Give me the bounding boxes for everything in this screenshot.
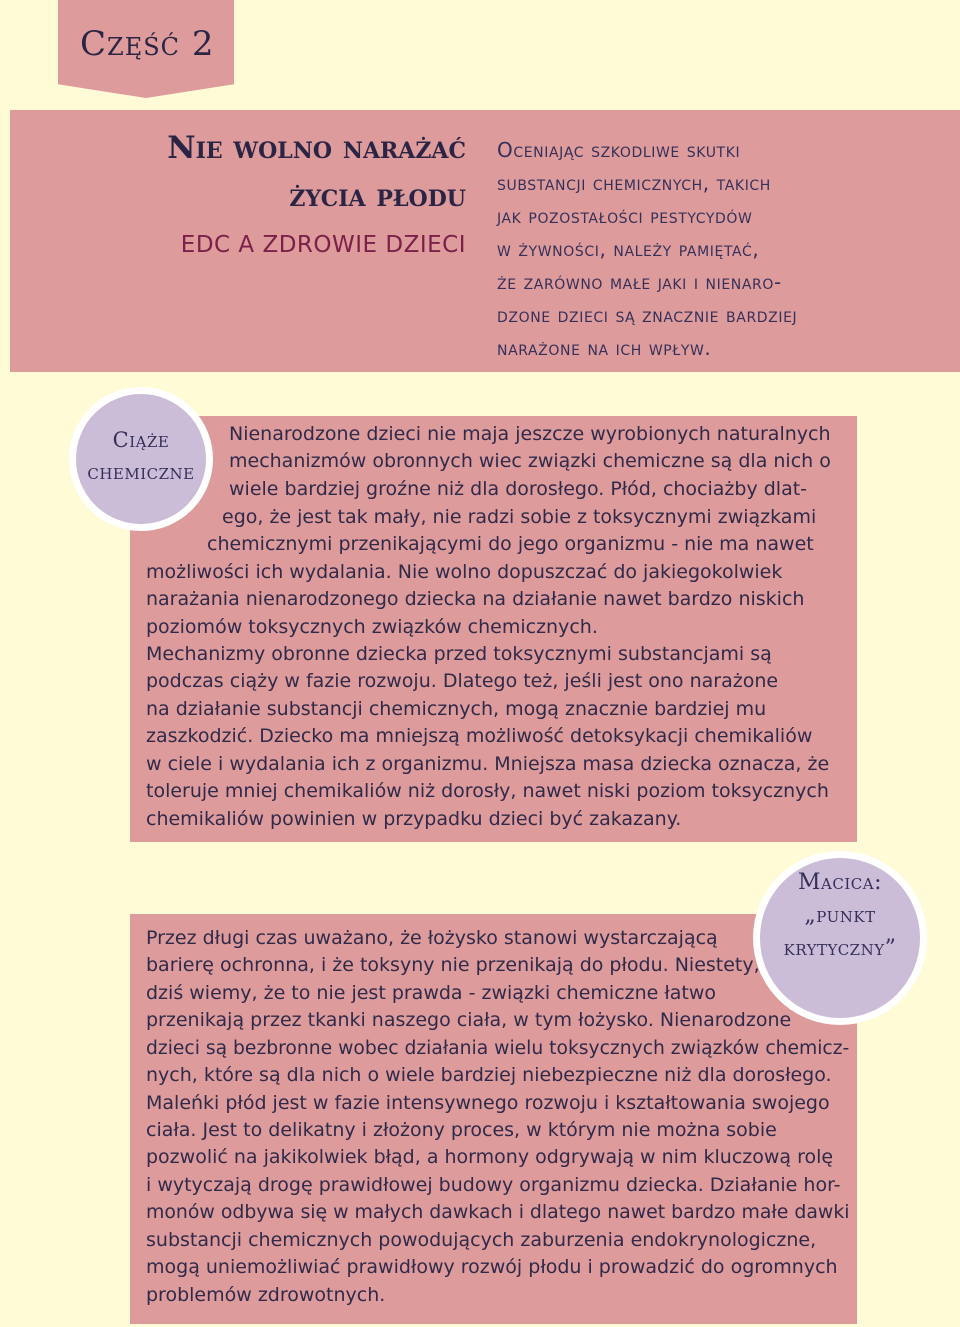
pregnancy-line: chemikaliów powinien w przypadku dzieci być zakazany. [146,808,682,830]
uterus-line: dzieci są bezbronne wobec działania wielu toksycznych związków chemicz- [146,1038,850,1059]
pregnancy-line: w ciele i wydalania ich z organizmu. Mniejsza masa dziecka oznacza, że [146,753,830,775]
uterus-line: barierę ochronna, i że toksyny nie przenikają do płodu. Niestety, [146,954,760,976]
pregnancy-line: Mechanizmy obronne dziecka przed toksycznymi substancjami są [146,643,772,665]
pregnancy-line: wiele bardziej groźne niż dla dorosłego. Płód, chociażby dlat- [229,478,808,500]
uterus-line: pozwolić na jakikolwiek błąd, a hormony odgrywają w nim kluczową rolę [146,1146,834,1168]
intro-line: narażone na ich wpływ. [497,336,712,360]
pregnancy-line: możliwości ich wydalania. Nie wolno dopuszczać do jakiegokolwiek [146,561,783,583]
uterus-badge-label [753,866,927,965]
uterus-line: nych, które są dla nich o wiele bardziej niebezpieczne niż dla dorosłego. [146,1064,832,1086]
pregnancy-line: mechanizmów obronnych wiec związki chemiczne są dla nich o [229,450,831,472]
uterus-line: dziś wiemy, że to nie jest prawda - związki chemiczne łatwo [146,982,717,1004]
intro-line: w żywności, należy pamiętać, [497,237,760,261]
page-title [60,124,466,220]
page-title-line-1: Nie wolno narażać [167,130,466,166]
uterus-line: monów odbywa się w małych dawkach i dlatego nawet bardzo małe dawki [146,1201,850,1223]
section-title: Część 2 [80,24,215,64]
uterus-line: substancji chemicznych powodujących zaburzenia endokrynologiczne, [146,1229,817,1251]
pregnancy-badge-line-1: Ciąże [112,428,170,452]
pregnancy-line: ego, że jest tak mały, nie radzi sobie z toksycznymi związkami [222,506,817,528]
intro-line: substancji chemicznych, takich [497,171,771,195]
pregnancy-line: chemicznymi przenikającymi do jego organizmu - nie ma nawet [207,533,814,555]
section-tab [58,0,234,98]
pregnancy-line: podczas ciąży w fazie rozwoju. Dlatego też, jeśli jest ono narażone [146,670,779,692]
pregnancy-line: toleruje mniej chemikaliów niż dorosły, nawet niski poziom toksycznych [146,780,829,802]
intro-line: jak pozostałości pestycydów [497,204,753,228]
uterus-line: przenikają przez tkanki naszego ciała, w tym łożysko. Nienarodzone [146,1009,792,1031]
uterus-line: i wytyczają drogę prawidłowej budowy organizmu dziecka. Działanie hor- [146,1174,841,1196]
uterus-badge-line-1: Macica: [798,870,882,895]
uterus-badge-line-3: krytyczny” [783,936,897,961]
intro-line: dzone dzieci są znacznie bardziej [497,303,798,327]
intro-text [497,134,952,365]
uterus-badge-line-2: „punkt [804,903,876,928]
page-subtitle: EDC A ZDROWIE DZIECI [180,232,466,258]
pregnancy-badge-label [69,424,213,488]
pregnancy-line: na działanie substancji chemicznych, mogą znacznie bardziej mu [146,698,767,720]
pregnancy-line: zaszkodzić. Dziecko ma mniejszą możliwość detoksykacji chemikaliów [146,725,813,747]
intro-line: Oceniając szkodliwe skutki [497,138,741,162]
page-title-line-2: życia płodu [289,178,466,214]
uterus-line: ciała. Jest to delikatny i złożony proces, w którym nie można sobie [146,1119,777,1141]
pregnancy-line: poziomów toksycznych związków chemicznych. [146,616,598,638]
pregnancy-badge-line-2: chemiczne [87,460,195,484]
intro-line: że zarówno małe jaki i nienaro- [497,270,782,294]
pregnancy-line: narażania nienarodzonego dziecka na działanie nawet bardzo niskich [146,588,805,610]
pregnancy-line: Nienarodzone dzieci nie maja jeszcze wyrobionych naturalnych [229,423,831,445]
uterus-line: Przez długi czas uważano, że łożysko stanowi wystarczającą [146,927,718,949]
uterus-line: problemów zdrowotnych. [146,1284,386,1306]
uterus-line: Maleńki płód jest w fazie intensywnego rozwoju i kształtowania swojego [146,1092,830,1114]
uterus-line: mogą uniemożliwiać prawidłowy rozwój płodu i prowadzić do ogromnych [146,1256,838,1278]
